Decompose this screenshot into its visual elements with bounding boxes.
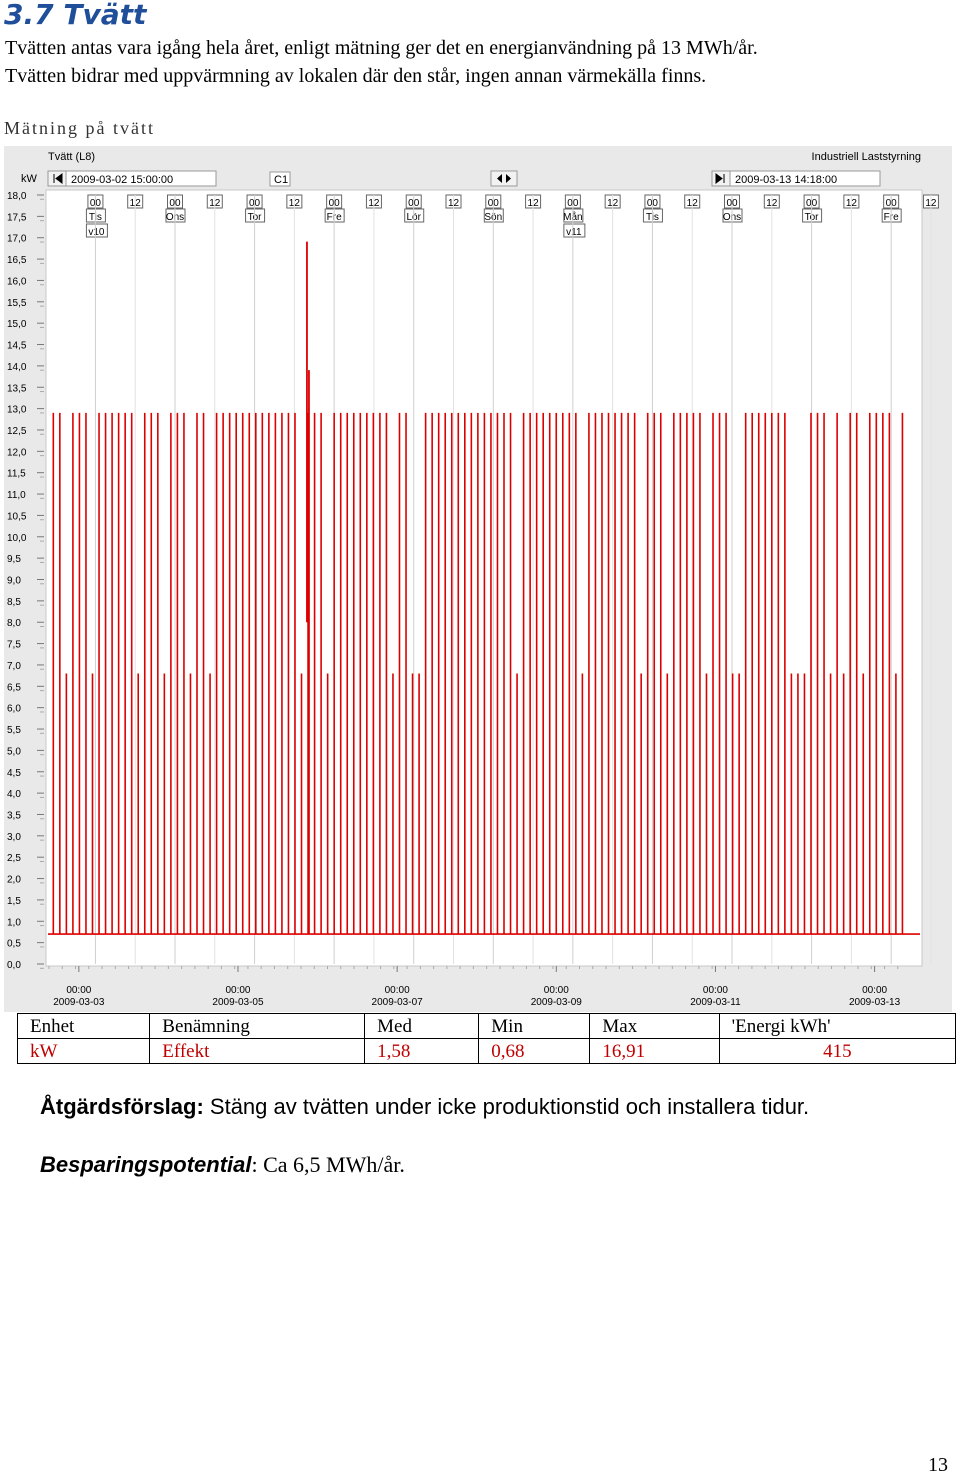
y-tick-label: 10,5 [7, 511, 27, 523]
y-tick-label: 12,5 [7, 425, 27, 437]
x-tick-date: 2009-03-09 [530, 997, 582, 1008]
hour-marker-label: 12 [607, 198, 619, 209]
day-marker-label: Lör [406, 212, 421, 223]
header-name: Benämning [150, 1014, 365, 1039]
intro-line-1: Tvätten antas vara igång hela året, enligt mätning ger det en energianvändning på 13 MWh/år. [5, 37, 758, 59]
y-tick-label: 13,0 [7, 404, 27, 416]
y-tick-label: 15,5 [7, 297, 27, 309]
y-tick-label: 1,5 [7, 895, 21, 907]
y-tick-label: 16,0 [7, 276, 27, 288]
value-unit: kW [18, 1039, 150, 1064]
day-marker-label: Fre [883, 212, 899, 223]
chart-title: Tvätt (L8) [48, 151, 96, 163]
x-axis [49, 966, 901, 1008]
y-tick-label: 5,5 [7, 725, 21, 737]
y-tick-label: 13,5 [7, 383, 27, 395]
y-tick-label: 0,5 [7, 938, 21, 950]
header-mean: Med [365, 1014, 479, 1039]
y-tick-label: 11,0 [7, 490, 26, 502]
y-tick-label: 6,0 [7, 703, 21, 715]
day-marker-label: Sön [484, 212, 503, 223]
week-marker-label: v11 [566, 227, 582, 238]
brand-label: Industriell Laststyrning [811, 151, 921, 163]
x-tick-date: 2009-03-07 [371, 997, 423, 1008]
hour-marker-label: 12 [925, 198, 937, 209]
start-nav[interactable] [48, 171, 66, 186]
section-heading: 3.7 Tvätt [4, 0, 147, 31]
x-tick-date: 2009-03-05 [212, 997, 264, 1008]
x-tick-time: 00:00 [543, 985, 569, 996]
hour-marker-label: 00 [567, 198, 579, 209]
day-marker-label: Ons [722, 212, 742, 223]
y-tick-label: 7,0 [7, 660, 21, 672]
day-marker-label: Ons [165, 212, 185, 223]
y-tick-label: 1,0 [7, 917, 21, 929]
value-min: 0,68 [479, 1039, 590, 1064]
y-tick-label: 14,0 [7, 361, 27, 373]
chart-caption: Mätning på tvätt [4, 118, 155, 138]
day-marker-label: Tis [645, 212, 659, 223]
y-tick-label: 6,5 [7, 682, 21, 694]
y-tick-label: 17,5 [7, 212, 27, 224]
y-tick-label: 0,0 [7, 960, 21, 971]
action-text: Stäng av tvätten under icke produktionstid och installera tidur. [203, 1094, 810, 1119]
value-name: Effekt [150, 1039, 365, 1064]
header-energy: 'Energi kWh' [719, 1014, 955, 1039]
y-tick-label: 10,0 [7, 532, 27, 544]
hour-marker-label: 00 [487, 198, 499, 209]
y-tick-label: 5,0 [7, 746, 21, 758]
hour-marker-label: 12 [368, 198, 380, 209]
start-time-field[interactable]: 2009-03-02 15:00:00 [71, 174, 174, 186]
saving-label: Besparingspotential [40, 1152, 252, 1177]
value-mean: 1,58 [365, 1039, 479, 1064]
day-marker-label: Mån [563, 212, 583, 223]
y-tick-label: 3,5 [7, 810, 21, 822]
hour-marker-label: 00 [726, 198, 738, 209]
y-tick-label: 4,0 [7, 789, 21, 801]
y-unit-label: kW [21, 173, 37, 185]
y-tick-label: 9,0 [7, 575, 21, 587]
y-tick-label: 14,5 [7, 340, 27, 352]
y-tick-label: 11,5 [7, 468, 26, 480]
hour-marker-label: 12 [766, 198, 778, 209]
hour-marker-label: 12 [845, 198, 857, 209]
y-tick-label: 15,0 [7, 319, 27, 331]
hour-marker-label: 12 [129, 198, 141, 209]
y-tick-label: 2,5 [7, 853, 21, 865]
intro-line-2: Tvätten bidrar med uppvärmning av lokalen där den står, ingen annan värmekälla finns. [5, 65, 707, 87]
x-tick-time: 00:00 [225, 985, 251, 996]
y-axis [7, 191, 44, 971]
scroll-control[interactable] [491, 171, 517, 186]
stats-value-row [18, 1039, 956, 1064]
x-tick-time: 00:00 [702, 985, 728, 996]
day-marker-label: Tis [88, 212, 102, 223]
week-marker-label: v10 [88, 227, 105, 238]
saving-potential [40, 1152, 405, 1178]
end-nav[interactable] [712, 171, 730, 186]
day-marker-label: Tor [804, 212, 819, 223]
x-tick-time: 00:00 [862, 985, 888, 996]
y-tick-label: 8,5 [7, 596, 21, 608]
power-chart [4, 146, 952, 1012]
hour-marker-label: 00 [249, 198, 261, 209]
chart-screenshot [4, 146, 952, 1012]
y-tick-label: 9,5 [7, 554, 21, 566]
action-label: Åtgärdsförslag: [40, 1094, 204, 1119]
value-energy: 415 [719, 1039, 955, 1064]
y-tick-label: 3,0 [7, 831, 21, 843]
hour-marker-label: 00 [328, 198, 340, 209]
header-min: Min [479, 1014, 590, 1039]
intro-text [5, 34, 955, 90]
x-tick-date: 2009-03-11 [690, 997, 741, 1008]
saving-text: : Ca 6,5 MWh/år. [251, 1152, 405, 1177]
y-tick-label: 8,0 [7, 618, 21, 630]
x-tick-date: 2009-03-13 [849, 997, 901, 1008]
hour-marker-label: 12 [447, 198, 460, 209]
end-time-field[interactable]: 2009-03-13 14:18:00 [735, 174, 838, 186]
day-marker-label: Fre [326, 212, 342, 223]
x-tick-time: 00:00 [66, 985, 92, 996]
cursor-label[interactable]: C1 [274, 174, 289, 186]
y-tick-label: 4,5 [7, 767, 21, 779]
y-tick-label: 17,0 [7, 233, 27, 245]
action-proposal [40, 1094, 809, 1120]
hour-marker-label: 00 [885, 198, 897, 209]
hour-marker-label: 00 [646, 198, 659, 209]
hour-marker-label: 00 [408, 198, 420, 209]
x-tick-time: 00:00 [384, 985, 410, 996]
page-number: 13 [928, 1454, 948, 1476]
hour-marker-label: 00 [806, 198, 818, 209]
y-tick-label: 12,0 [7, 447, 27, 459]
y-tick-label: 18,0 [7, 191, 27, 202]
x-tick-date: 2009-03-03 [53, 997, 105, 1008]
hour-marker-label: 12 [686, 198, 698, 209]
day-marker-label: Tor [247, 212, 262, 223]
stats-header-row [18, 1014, 956, 1039]
hour-marker-label: 00 [89, 198, 101, 209]
hour-marker-label: 12 [288, 198, 300, 209]
hour-marker-label: 00 [169, 198, 181, 209]
y-tick-label: 7,5 [7, 639, 21, 651]
header-max: Max [590, 1014, 719, 1039]
hour-marker-label: 12 [527, 198, 539, 209]
stats-table [17, 1013, 956, 1064]
header-unit: Enhet [18, 1014, 150, 1039]
y-tick-label: 16,5 [7, 255, 27, 267]
hour-marker-label: 12 [209, 198, 221, 209]
value-max: 16,91 [590, 1039, 719, 1064]
y-tick-label: 2,0 [7, 874, 21, 886]
